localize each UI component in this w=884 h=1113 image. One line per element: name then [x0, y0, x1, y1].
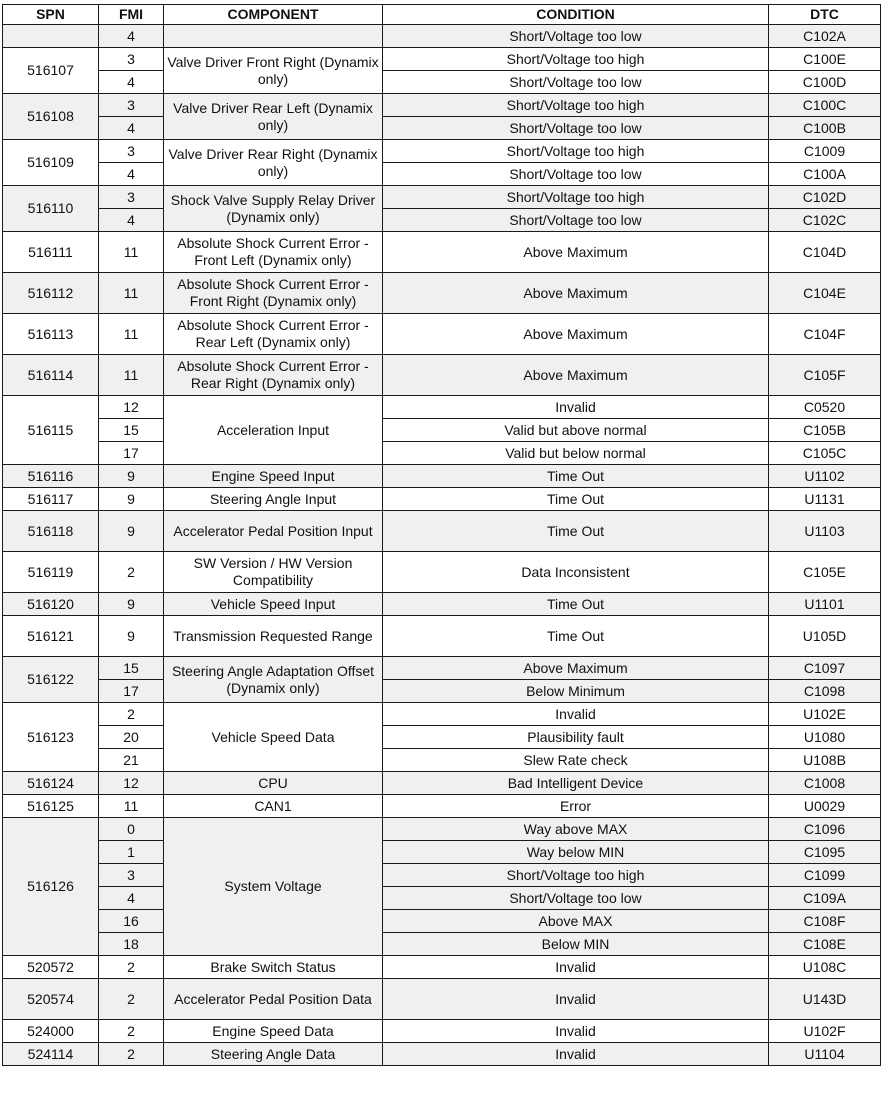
table-row [3, 511, 881, 552]
fmi-cell: 17 [99, 680, 164, 703]
spn-cell: 516113 [3, 314, 99, 355]
component-cell: CPU [164, 772, 383, 795]
condition-cell: Below Minimum [383, 680, 769, 703]
spn-cell: 524114 [3, 1043, 99, 1066]
condition-cell: Bad Intelligent Device [383, 772, 769, 795]
table-row [3, 419, 881, 442]
dtc-cell: C108E [769, 933, 881, 956]
dtc-cell: C1008 [769, 772, 881, 795]
fmi-cell: 9 [99, 511, 164, 552]
table-row [3, 864, 881, 887]
dtc-cell: C1096 [769, 818, 881, 841]
dtc-cell: U1104 [769, 1043, 881, 1066]
component-cell [164, 25, 383, 48]
component-cell: Steering Angle Adaptation Offset (Dynamix only) [164, 657, 383, 703]
table-row [3, 703, 881, 726]
header-row [3, 5, 881, 25]
table-row [3, 48, 881, 71]
spn-cell: 516110 [3, 186, 99, 232]
table-row [3, 795, 881, 818]
component-cell: Absolute Shock Current Error - Front Left (Dynamix only) [164, 232, 383, 273]
spn-cell: 516111 [3, 232, 99, 273]
table-row [3, 186, 881, 209]
component-cell: Accelerator Pedal Position Data [164, 979, 383, 1020]
fmi-cell: 2 [99, 1043, 164, 1066]
table-row [3, 593, 881, 616]
table-row [3, 1020, 881, 1043]
component-cell: Absolute Shock Current Error - Front Right (Dynamix only) [164, 273, 383, 314]
fmi-cell: 2 [99, 979, 164, 1020]
table-row [3, 442, 881, 465]
fmi-cell: 4 [99, 25, 164, 48]
component-cell: Steering Angle Input [164, 488, 383, 511]
condition-cell: Invalid [383, 979, 769, 1020]
table-body [3, 25, 881, 1066]
fmi-cell: 11 [99, 232, 164, 273]
condition-cell: Way above MAX [383, 818, 769, 841]
fmi-cell: 4 [99, 117, 164, 140]
condition-cell: Time Out [383, 488, 769, 511]
table-row [3, 818, 881, 841]
dtc-cell: C105E [769, 552, 881, 593]
dtc-cell: U102E [769, 703, 881, 726]
condition-cell: Short/Voltage too low [383, 71, 769, 94]
spn-cell: 516126 [3, 818, 99, 956]
condition-cell: Short/Voltage too low [383, 163, 769, 186]
table-row [3, 117, 881, 140]
spn-cell: 516125 [3, 795, 99, 818]
dtc-cell: C105F [769, 355, 881, 396]
component-cell: Accelerator Pedal Position Input [164, 511, 383, 552]
condition-cell: Error [383, 795, 769, 818]
fmi-cell: 11 [99, 314, 164, 355]
condition-cell: Invalid [383, 1020, 769, 1043]
dtc-table [2, 4, 881, 1066]
dtc-cell: C0520 [769, 396, 881, 419]
dtc-cell: U102F [769, 1020, 881, 1043]
condition-cell: Time Out [383, 616, 769, 657]
fmi-cell: 9 [99, 593, 164, 616]
fmi-cell: 1 [99, 841, 164, 864]
dtc-cell: C102D [769, 186, 881, 209]
table-row [3, 94, 881, 117]
component-cell: Brake Switch Status [164, 956, 383, 979]
condition-cell: Short/Voltage too low [383, 209, 769, 232]
fmi-cell: 9 [99, 616, 164, 657]
condition-cell: Data Inconsistent [383, 552, 769, 593]
fmi-cell: 9 [99, 465, 164, 488]
condition-cell: Above MAX [383, 910, 769, 933]
condition-cell: Above Maximum [383, 355, 769, 396]
table-row [3, 726, 881, 749]
table-row [3, 314, 881, 355]
spn-cell: 516116 [3, 465, 99, 488]
dtc-cell: C1098 [769, 680, 881, 703]
fmi-cell: 16 [99, 910, 164, 933]
spn-cell: 516114 [3, 355, 99, 396]
table-row [3, 616, 881, 657]
dtc-cell: U108C [769, 956, 881, 979]
dtc-cell: U1080 [769, 726, 881, 749]
condition-cell: Way below MIN [383, 841, 769, 864]
table-row [3, 887, 881, 910]
table-row [3, 910, 881, 933]
dtc-cell: C1009 [769, 140, 881, 163]
condition-cell: Short/Voltage too low [383, 25, 769, 48]
component-cell: Shock Valve Supply Relay Driver (Dynamix only) [164, 186, 383, 232]
spn-cell [3, 25, 99, 48]
component-cell: Absolute Shock Current Error - Rear Left (Dynamix only) [164, 314, 383, 355]
component-cell: CAN1 [164, 795, 383, 818]
dtc-cell: C102C [769, 209, 881, 232]
table-row [3, 1043, 881, 1066]
condition-cell: Short/Voltage too high [383, 864, 769, 887]
fmi-cell: 3 [99, 48, 164, 71]
header-dtc: DTC [769, 5, 881, 25]
spn-cell: 516117 [3, 488, 99, 511]
table-row [3, 25, 881, 48]
fmi-cell: 12 [99, 396, 164, 419]
spn-cell: 516112 [3, 273, 99, 314]
dtc-cell: C100B [769, 117, 881, 140]
dtc-cell: U1101 [769, 593, 881, 616]
fmi-cell: 4 [99, 887, 164, 910]
fmi-cell: 2 [99, 956, 164, 979]
table-header [3, 5, 881, 25]
fmi-cell: 4 [99, 209, 164, 232]
condition-cell: Above Maximum [383, 273, 769, 314]
spn-cell: 516115 [3, 396, 99, 465]
fmi-cell: 15 [99, 657, 164, 680]
table-row [3, 488, 881, 511]
fmi-cell: 0 [99, 818, 164, 841]
spn-cell: 516120 [3, 593, 99, 616]
spn-cell: 516122 [3, 657, 99, 703]
condition-cell: Valid but below normal [383, 442, 769, 465]
spn-cell: 520574 [3, 979, 99, 1020]
fmi-cell: 15 [99, 419, 164, 442]
table-row [3, 396, 881, 419]
spn-cell: 516108 [3, 94, 99, 140]
condition-cell: Short/Voltage too high [383, 48, 769, 71]
dtc-cell: C100C [769, 94, 881, 117]
table-row [3, 749, 881, 772]
dtc-cell: U0029 [769, 795, 881, 818]
component-cell: Valve Driver Rear Left (Dynamix only) [164, 94, 383, 140]
fmi-cell: 12 [99, 772, 164, 795]
component-cell: Acceleration Input [164, 396, 383, 465]
fmi-cell: 4 [99, 71, 164, 94]
fmi-cell: 17 [99, 442, 164, 465]
dtc-cell: C104F [769, 314, 881, 355]
fmi-cell: 3 [99, 864, 164, 887]
dtc-cell: C104E [769, 273, 881, 314]
spn-cell: 516107 [3, 48, 99, 94]
condition-cell: Time Out [383, 593, 769, 616]
header-fmi: FMI [99, 5, 164, 25]
dtc-cell: C105C [769, 442, 881, 465]
dtc-cell: U108B [769, 749, 881, 772]
fmi-cell: 11 [99, 795, 164, 818]
condition-cell: Invalid [383, 1043, 769, 1066]
dtc-cell: C104D [769, 232, 881, 273]
component-cell: Vehicle Speed Data [164, 703, 383, 772]
table-row [3, 552, 881, 593]
dtc-table-wrapper [2, 4, 881, 1066]
table-row [3, 657, 881, 680]
fmi-cell: 3 [99, 186, 164, 209]
table-row [3, 465, 881, 488]
component-cell: Transmission Requested Range [164, 616, 383, 657]
fmi-cell: 3 [99, 94, 164, 117]
fmi-cell: 11 [99, 355, 164, 396]
spn-cell: 516121 [3, 616, 99, 657]
component-cell: Engine Speed Input [164, 465, 383, 488]
component-cell: Absolute Shock Current Error - Rear Right (Dynamix only) [164, 355, 383, 396]
fmi-cell: 3 [99, 140, 164, 163]
fmi-cell: 2 [99, 703, 164, 726]
fmi-cell: 2 [99, 552, 164, 593]
table-row [3, 209, 881, 232]
header-spn: SPN [3, 5, 99, 25]
component-cell: SW Version / HW Version Compatibility [164, 552, 383, 593]
condition-cell: Short/Voltage too high [383, 94, 769, 117]
dtc-cell: C100A [769, 163, 881, 186]
fmi-cell: 9 [99, 488, 164, 511]
fmi-cell: 21 [99, 749, 164, 772]
condition-cell: Invalid [383, 956, 769, 979]
spn-cell: 516124 [3, 772, 99, 795]
spn-cell: 520572 [3, 956, 99, 979]
table-row [3, 140, 881, 163]
condition-cell: Above Maximum [383, 314, 769, 355]
fmi-cell: 18 [99, 933, 164, 956]
spn-cell: 516109 [3, 140, 99, 186]
table-row [3, 979, 881, 1020]
header-component: COMPONENT [164, 5, 383, 25]
spn-cell: 516119 [3, 552, 99, 593]
spn-cell: 524000 [3, 1020, 99, 1043]
condition-cell: Time Out [383, 511, 769, 552]
condition-cell: Short/Voltage too low [383, 117, 769, 140]
fmi-cell: 2 [99, 1020, 164, 1043]
component-cell: Valve Driver Front Right (Dynamix only) [164, 48, 383, 94]
condition-cell: Slew Rate check [383, 749, 769, 772]
component-cell: Engine Speed Data [164, 1020, 383, 1043]
table-row [3, 680, 881, 703]
header-condition: CONDITION [383, 5, 769, 25]
dtc-cell: U105D [769, 616, 881, 657]
dtc-cell: U1102 [769, 465, 881, 488]
table-row [3, 772, 881, 795]
condition-cell: Time Out [383, 465, 769, 488]
dtc-cell: C105B [769, 419, 881, 442]
dtc-cell: U143D [769, 979, 881, 1020]
table-row [3, 273, 881, 314]
dtc-cell: C100E [769, 48, 881, 71]
component-cell: System Voltage [164, 818, 383, 956]
condition-cell: Short/Voltage too low [383, 887, 769, 910]
fmi-cell: 20 [99, 726, 164, 749]
dtc-cell: C100D [769, 71, 881, 94]
dtc-cell: C109A [769, 887, 881, 910]
dtc-cell: C1095 [769, 841, 881, 864]
condition-cell: Invalid [383, 396, 769, 419]
dtc-cell: C1099 [769, 864, 881, 887]
table-row [3, 71, 881, 94]
condition-cell: Below MIN [383, 933, 769, 956]
dtc-cell: C102A [769, 25, 881, 48]
fmi-cell: 11 [99, 273, 164, 314]
spn-cell: 516118 [3, 511, 99, 552]
dtc-cell: U1131 [769, 488, 881, 511]
component-cell: Valve Driver Rear Right (Dynamix only) [164, 140, 383, 186]
dtc-cell: C1097 [769, 657, 881, 680]
table-row [3, 232, 881, 273]
condition-cell: Short/Voltage too high [383, 186, 769, 209]
condition-cell: Short/Voltage too high [383, 140, 769, 163]
component-cell: Vehicle Speed Input [164, 593, 383, 616]
condition-cell: Invalid [383, 703, 769, 726]
component-cell: Steering Angle Data [164, 1043, 383, 1066]
spn-cell: 516123 [3, 703, 99, 772]
condition-cell: Above Maximum [383, 232, 769, 273]
condition-cell: Plausibility fault [383, 726, 769, 749]
condition-cell: Valid but above normal [383, 419, 769, 442]
condition-cell: Above Maximum [383, 657, 769, 680]
fmi-cell: 4 [99, 163, 164, 186]
table-row [3, 355, 881, 396]
dtc-cell: C108F [769, 910, 881, 933]
table-row [3, 956, 881, 979]
dtc-cell: U1103 [769, 511, 881, 552]
table-row [3, 841, 881, 864]
table-row [3, 163, 881, 186]
table-row [3, 933, 881, 956]
